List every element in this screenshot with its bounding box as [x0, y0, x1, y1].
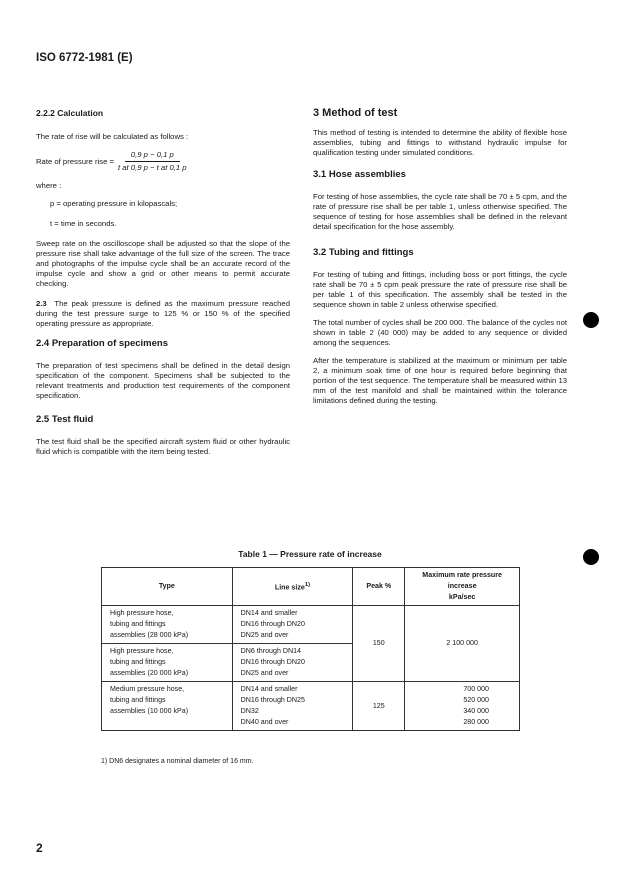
section-3-1-text: For testing of hose assemblies, the cycle rate shall be 70 ± 5 cpm, and the rate of pressure rise shall be per table 1, unless otherwise specified. The sequence of testing for hose assemblies shall be defined in the relevant detail specification for the hose assembly. — [313, 192, 567, 231]
type-line: assemblies (20 000 kPa) — [110, 669, 189, 677]
table-header-row — [102, 568, 520, 606]
sweep-rate-paragraph: Sweep rate on the oscilloscope shall be adjusted so that the slope of the pressure rise shall take advantage of the full size of the screen. The trace and photographs of the impulse cycle shall be an accurate record of the impulse cycle and show a grid or other means to permit accurate checking. — [36, 239, 290, 288]
type-line: assemblies (28 000 kPa) — [110, 631, 189, 639]
header-max-rate-unit: kPa/sec — [448, 593, 476, 601]
section-2-5-heading: 2.5 Test fluid — [36, 414, 94, 425]
peak-cell: 125 — [353, 682, 405, 731]
section-3-heading: 3 Method of test — [313, 107, 398, 119]
binding-hole-marker — [583, 549, 599, 565]
formula-denominator: t at 0,9 p − t at 0,1 p — [117, 163, 187, 172]
type-line: assemblies (10 000 kPa) — [110, 707, 189, 715]
type-line: High pressure hose, — [110, 647, 174, 655]
header-max-rate — [405, 568, 520, 606]
formula-numerator: 0,9 p − 0,1 p — [125, 150, 180, 162]
type-line: tubing and fittings — [110, 620, 166, 628]
max-rate-value: 700 000 — [463, 685, 489, 693]
table-row — [102, 606, 520, 644]
section-3-2-paragraph-3: After the temperature is stabilized at the maximum or minimum per table 2, a minimum soak time of one hour is required before beginning that portion of the test sequence. The temperature shall be measured within 13 mm of the test manifold and shall be maintained within the tolerance limitations defined during the testing. — [313, 356, 567, 405]
section-2-3-number: 2.3 — [36, 299, 47, 308]
type-line: High pressure hose, — [110, 609, 174, 617]
type-line: tubing and fittings — [110, 696, 166, 704]
rate-formula — [36, 150, 290, 173]
formula-definitions — [50, 199, 290, 229]
max-rate-cell: 2 100 000 — [405, 606, 520, 682]
calculation-intro: The rate of rise will be calculated as follows : — [36, 132, 189, 141]
pressure-rate-table — [101, 567, 520, 731]
section-2-4-text: The preparation of test specimens shall be defined in the detail design specification of the component. Specimens shall be subjected to the relevant treatments and production test requirements of the component specification. — [36, 361, 290, 400]
peak-cell: 150 — [353, 606, 405, 682]
max-rate-value: 520 000 — [463, 696, 489, 704]
line-size-cell — [232, 606, 353, 644]
line-size-value: DN40 and over — [240, 718, 289, 726]
header-line-size-text: Line size — [274, 583, 305, 592]
type-cell — [102, 682, 233, 731]
binding-hole-marker — [583, 312, 599, 328]
line-size-cell — [232, 644, 353, 682]
formula-label: Rate of pressure rise = — [36, 156, 114, 166]
definition-p: p = operating pressure in kilopascals; — [50, 199, 178, 208]
table-caption: Table 1 — Pressure rate of increase — [238, 549, 382, 559]
header-type: Type — [102, 568, 233, 606]
line-size-value: DN32 — [240, 707, 259, 715]
header-line-size — [232, 568, 353, 606]
page-number: 2 — [36, 841, 43, 855]
where-label: where : — [36, 181, 62, 190]
document-id: ISO 6772-1981 (E) — [36, 52, 133, 64]
left-column — [36, 108, 290, 465]
line-size-value: DN6 through DN14 — [240, 647, 301, 655]
max-rate-value: 280 000 — [463, 718, 489, 726]
line-size-value: DN25 and over — [240, 669, 289, 677]
type-line: Medium pressure hose, — [110, 685, 185, 693]
section-3-2-heading: 3.2 Tubing and fittings — [313, 247, 414, 258]
table-row — [102, 682, 520, 731]
line-size-value: DN16 through DN20 — [240, 658, 305, 666]
calculation-heading: 2.2.2 Calculation — [36, 108, 104, 118]
line-size-value: DN14 and smaller — [240, 685, 298, 693]
right-column — [313, 108, 567, 414]
line-size-value: DN16 through DN25 — [240, 696, 305, 704]
definition-t: t = time in seconds. — [50, 219, 117, 228]
section-2-3-text: The peak pressure is defined as the maximum pressure reached during the test pressure surge to 125 % or 150 % of the specified operating pressure as appropriate. — [36, 299, 290, 328]
line-size-value: DN16 through DN20 — [240, 620, 305, 628]
header-line-size-footnote-ref: 1) — [304, 581, 311, 588]
type-cell — [102, 606, 233, 644]
header-peak: Peak % — [353, 568, 405, 606]
section-3-2-paragraph-2: The total number of cycles shall be 200 000. The balance of the cycles not shown in table 2 (40 000) may be added to any sequence or divided among the sequences. — [313, 318, 567, 347]
type-line: tubing and fittings — [110, 658, 166, 666]
section-2-5-text: The test fluid shall be the specified aircraft system fluid or other hydraulic fluid which is compatible with the item being tested. — [36, 437, 290, 456]
line-size-value: DN14 and smaller — [240, 609, 298, 617]
line-size-cell — [232, 682, 353, 731]
section-2-3-paragraph — [36, 299, 290, 329]
type-cell — [102, 644, 233, 682]
section-3-1-heading: 3.1 Hose assemblies — [313, 169, 406, 180]
section-3-2-paragraph-1: For testing of tubing and fittings, including boss or port fittings, the cycle rate shall be 70 ± 5 cpm peak pressure the rate of pressure rise shall be per table 1 of this specification. The assembly shall be tested in the sequence shown in table 2 unless otherwise specified. — [313, 270, 567, 309]
max-rate-value: 340 000 — [463, 707, 489, 715]
section-3-text: This method of testing is intended to determine the ability of flexible hose assemblies, tubing and fittings to withstand hydraulic impulse for qualification testing under simulated conditions. — [313, 128, 567, 157]
line-size-value: DN25 and over — [240, 631, 289, 639]
section-2-4-heading: 2.4 Preparation of specimens — [36, 338, 168, 349]
header-max-rate-text: Maximum rate pressure increase — [422, 571, 502, 590]
formula-fraction — [118, 150, 187, 173]
table-footnote: 1) DN6 designates a nominal diameter of 16 mm. — [101, 758, 254, 765]
max-rate-cell — [405, 682, 520, 731]
